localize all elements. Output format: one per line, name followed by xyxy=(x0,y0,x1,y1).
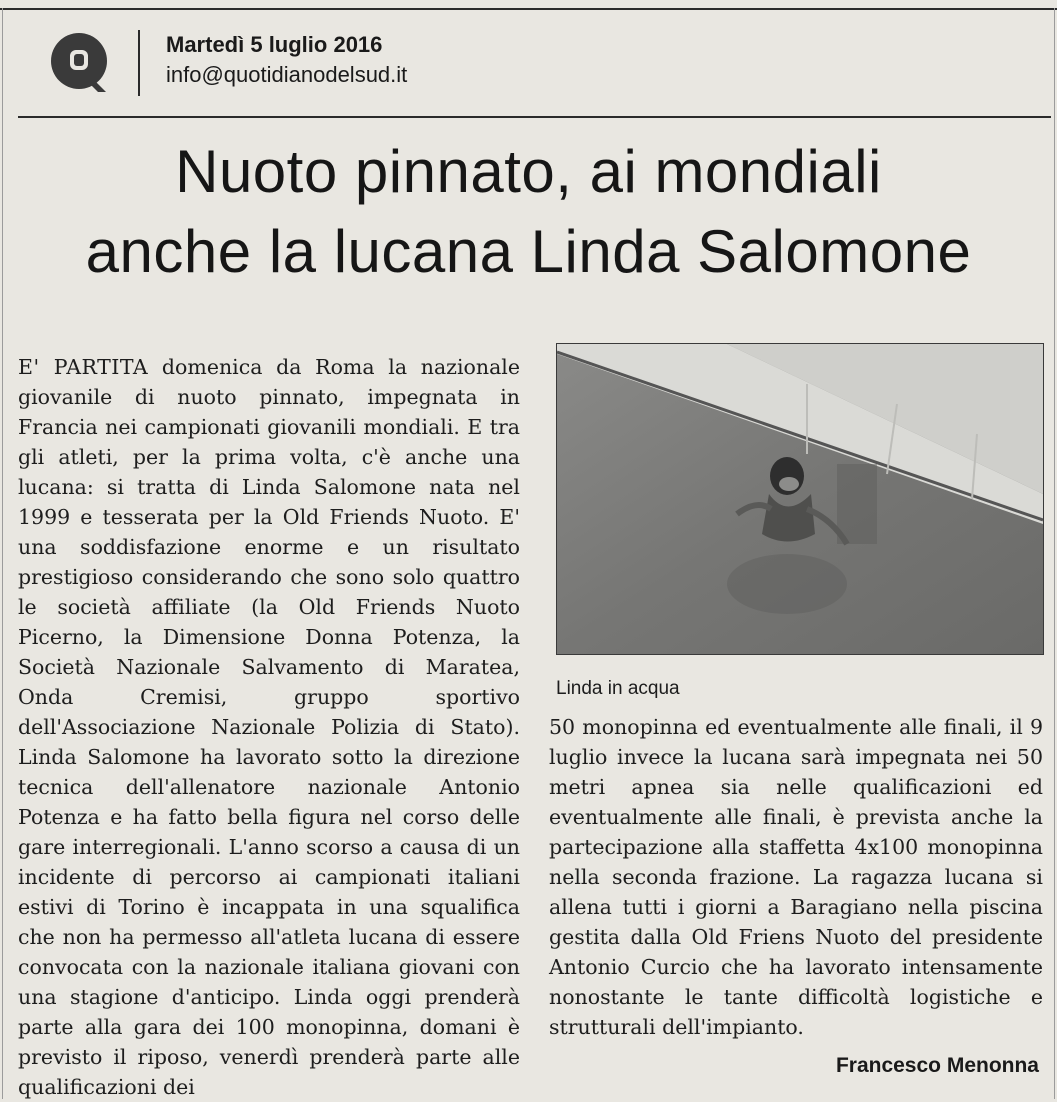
masthead-rule xyxy=(18,116,1051,118)
author-byline: Francesco Menonna xyxy=(835,1054,1039,1077)
article-photo xyxy=(556,343,1044,655)
article-column-left xyxy=(18,352,520,1102)
lead-in: E' PARTITA xyxy=(18,355,149,379)
headline-line-1: Nuoto pinnato, ai mondiali xyxy=(175,138,882,205)
masthead-divider xyxy=(138,30,140,96)
contact-email: info@quotidianodelsud.it xyxy=(166,62,408,87)
article-headline xyxy=(0,132,1057,292)
q-logo-icon xyxy=(48,30,114,96)
headline-line-2: anche la lucana Linda Salomone xyxy=(85,218,972,285)
publication-date: Martedì 5 luglio 2016 xyxy=(166,32,383,57)
article-column-right xyxy=(549,712,1043,1042)
page-top-border xyxy=(0,8,1057,10)
photo-caption: Linda in acqua xyxy=(556,678,680,699)
body-text-left: domenica da Roma la nazionale giovanile di nuoto pinnato, impegnata in Francia nei campionati giovanili mondiali. E tra gli atleti, per la prima volta, c'è anche una lucana: si tratta di Linda Salomone nata nel 1999 e tesserata per la Old Friends Nuoto. E' una soddisfazione enorme e un risultato prestigioso considerando che sono solo quattro le società affiliate (la Old Friends Nuoto Picerno, la Dimensione Donna Potenza, la Società Nazionale Salvamento di Maratea, Onda Cremisi, gruppo sportivo dell'Associazione Nazionale Polizia di Stato). Linda Salomone ha lavorato sotto la direzione tecnica dell'allenatore nazionale Antonio Potenza e ha fatto bella figura nel corso delle gare interregionali. L'anno scorso a causa di un incidente di percorso ai campionati italiani estivi di Torino è incappata in una squalifica che non ha permesso all'atleta lucana di essere convocata con la nazionale italiana giovani con una stagione d'anticipo. Linda oggi prenderà parte alla gara dei 100 monopinna, domani è previsto il riposo, venerdì prenderà parte alle qualificazioni dei xyxy=(18,355,520,1099)
article-paragraph-left xyxy=(18,352,520,1102)
swimmer-in-pool-image xyxy=(557,344,1043,654)
body-text-right: 50 monopinna ed eventualmente alle finali, il 9 luglio invece la lucana sarà impegnata nei 50 metri apnea sia nelle qualificazioni ed eventualmente alle finali, è prevista anche la partecipazione alla staffetta 4x100 monopinna nella seconda frazione. La ragazza lucana si allena tutti i giorni a Baragiano nella piscina gestita dalla Old Friens Nuoto del presidente Antonio Curcio che ha lavorato intensamente nonostante le tante difficoltà logistiche e strutturali dell'impianto. xyxy=(549,715,1043,1039)
